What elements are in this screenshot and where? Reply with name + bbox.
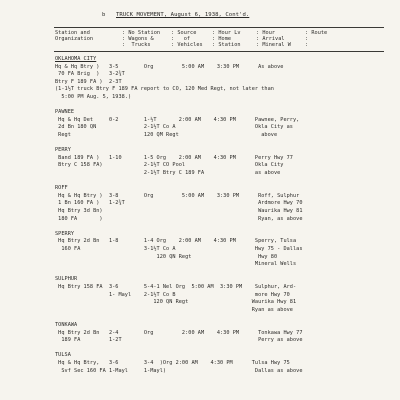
document-line: OKLAHOMA CITY	[55, 56, 97, 62]
document-line: Mineral Wells	[55, 261, 297, 268]
col-route-l3: :	[305, 42, 309, 48]
document-line: Hq Btry 2d Bn 1-8 1-4 Org 2:00 AM 4:30 PM Sperry, Tulsa	[55, 238, 297, 245]
document-line: 2d Bn 180 QN 2-1½T Co A Okla City as	[55, 124, 293, 131]
document-title: TRUCK MOVEMENT, August 6, 1938, Cont'd.	[116, 12, 250, 18]
col-wagons-l1: : No Station	[122, 30, 161, 36]
document-line: 189 FA 1-2T Perry as above	[55, 337, 303, 344]
col-wagons-l3: : Trucks	[122, 42, 151, 48]
document-line: 1 Bn 160 FA ) 1-2¾T Ardmore Hwy 70	[55, 200, 303, 207]
document-line: 2-1½T Btry C 189 FA as above	[55, 170, 281, 176]
document-line: SULPHUR	[55, 276, 78, 283]
header-rule-bottom	[54, 51, 384, 52]
col-route-l2: :	[305, 36, 309, 42]
header-rule-top	[54, 27, 384, 28]
col-hour-l3: : Mineral W	[256, 42, 291, 48]
col-source-l2: : of	[171, 36, 191, 42]
document-line: TONKAWA	[55, 322, 78, 328]
col-station-l2: Organization	[55, 36, 94, 42]
document-line: 120 QN Regt Waurika Hwy 81	[55, 299, 297, 306]
col-hourlv-l2: : Home	[212, 36, 232, 42]
col-source-l3: : Vehicles	[171, 42, 203, 48]
document-line: Hq & Hq Btry ) 3-5 Org 5:00 AM 3:30 PM As above	[55, 63, 284, 70]
document-line: 1- Mayl 2-1½T Co B more Hwy 70	[55, 291, 290, 298]
col-station-l1: Station and	[55, 30, 90, 36]
document-line: Svf Sec 160 FA 1-Mayl 1-Mayl) Dallas as above	[55, 367, 303, 374]
col-hourlv-l1: : Hour Lv	[212, 30, 241, 36]
document-line: SPERRY	[55, 230, 75, 237]
document-line: ROFF	[55, 185, 68, 192]
document-line: Band 189 FA ) 1-10 1-5 Org 2:00 AM 4:30 PM Perry Hwy 77	[55, 154, 293, 161]
document-line: 180 FA ) Ryan, as above	[55, 215, 303, 222]
col-hour-l1: : Hour	[256, 30, 276, 36]
document-line: (1-1½T truck Btry F 189 FA report to CO, 120 Med Regt, not later than	[55, 86, 274, 93]
document-line: 160 FA 3-1½T Co A Hwy 75 - Dallas	[55, 246, 303, 252]
document-line: Hq Btry 2d Bn 2-4 Org 2:00 AM 4:30 PM Tonkawa Hwy 77	[55, 329, 303, 336]
document-line: 5:00 PM Aug. 5, 1938.)	[55, 94, 132, 100]
document-line: Ryan as above	[55, 306, 293, 313]
document-line: Btry F 189 FA ) 2-3T	[55, 78, 122, 85]
document-line: PAWNEE	[55, 109, 75, 116]
document-line: Hq & Hq Btry, 3-6 3-4 )Org 2:00 AM 4:30 PM Tulsa Hwy 75	[55, 360, 290, 366]
document-line: PERRY	[55, 147, 71, 154]
col-hour-l2: : Arrival	[256, 36, 285, 42]
document-line: 70 FA Brig ) 3-2¾T	[55, 71, 125, 78]
page-marker: b	[102, 12, 106, 18]
document-line: Regt 120 QM Regt above	[55, 132, 278, 138]
document-line: Hq Btry 158 FA 3-6 5-4-1 Nel Org 5:00 AM 3:30 PM Sulphur, Ard-	[55, 284, 297, 290]
document-line: 120 QN Regt Hwy 80	[55, 253, 278, 260]
col-source-l1: : Source	[171, 30, 197, 36]
document-line: Hq & Hq Btry ) 3-8 Org 5:00 AM 3:30 PM Roff, Sulphur	[55, 192, 300, 199]
document-line: Hq & Hq Det 0-2 1-½T 2:00 AM 4:30 PM Pawnee, Perry,	[55, 116, 300, 123]
col-route-l1: : Route	[305, 30, 328, 36]
col-wagons-l2: : Wagons &	[122, 36, 154, 42]
document-line: TULSA	[55, 352, 71, 359]
document-line: Hq Btry 3d Bn) Waurika Hwy 81	[55, 208, 303, 214]
col-hourlv-l3: : Station	[212, 42, 241, 48]
document-line: Btry C 158 FA) 2-1½T CO Pool Okla City	[55, 162, 284, 169]
